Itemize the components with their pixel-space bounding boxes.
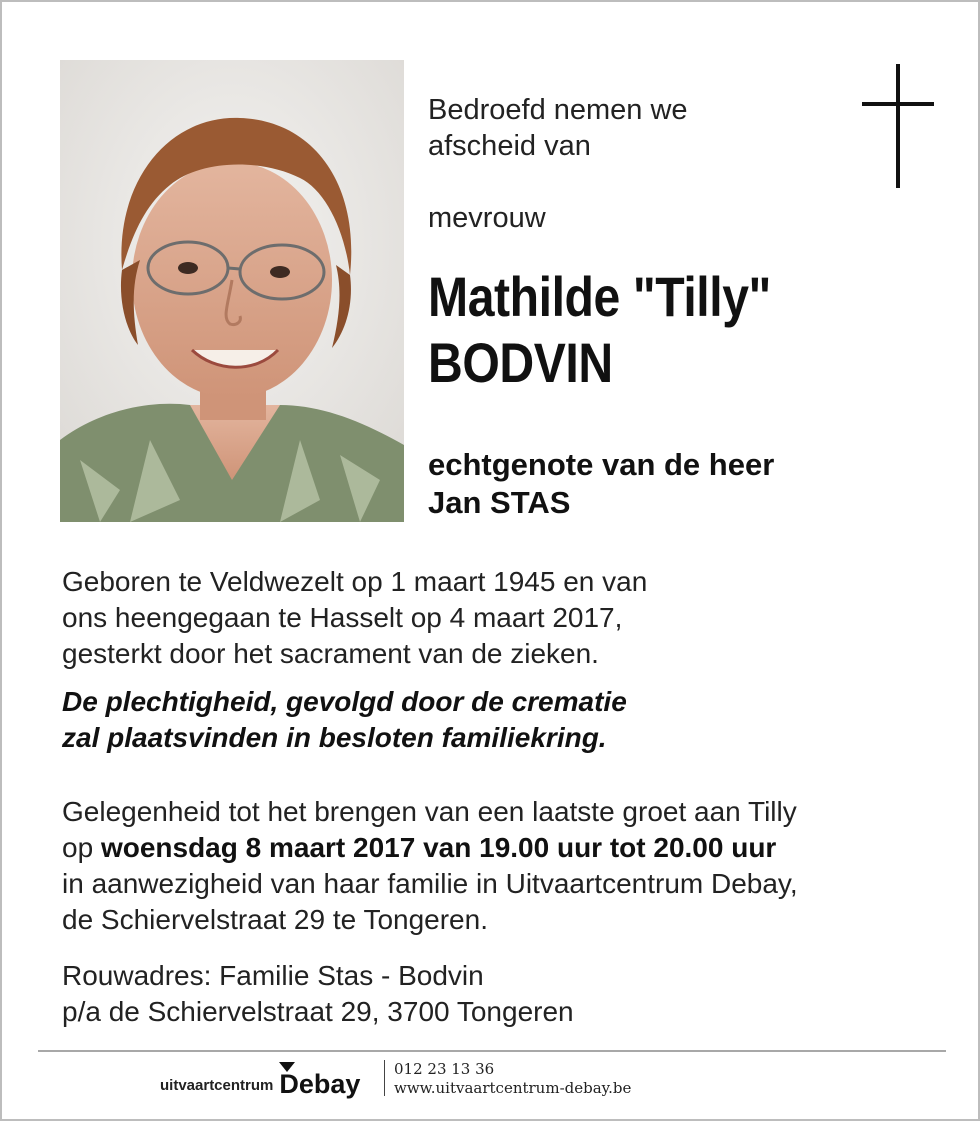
footer-vertical-divider — [384, 1060, 385, 1096]
paragraph-line: Gelegenheid tot het brengen van een laatste groet aan Tilly — [62, 796, 797, 827]
spouse-name: Jan STAS — [428, 485, 571, 520]
paragraph-line: in aanwezigheid van haar familie in Uitvaartcentrum Debay, — [62, 868, 798, 899]
intro-text — [428, 92, 688, 164]
spouse-info — [428, 446, 774, 522]
brand-name: Debay — [279, 1069, 361, 1099]
intro-line: afscheid van — [428, 130, 591, 162]
deceased-first-name: Mathilde "Tilly" — [428, 265, 771, 328]
spouse-line: echtgenote van de heer — [428, 447, 775, 482]
paragraph-line: ons heengegaan te Hasselt op 4 maart 2017, — [62, 602, 623, 633]
phone-number: 012 23 13 36 — [394, 1060, 495, 1078]
portrait-illustration — [60, 60, 404, 522]
visitation-paragraph — [62, 794, 798, 938]
paragraph-line: de Schiervelstraat 29 te Tongeren. — [62, 904, 488, 935]
paragraph-line: Geboren te Veldwezelt op 1 maart 1945 en van — [62, 566, 648, 597]
visitation-prefix: op — [62, 832, 101, 863]
footer-contact — [394, 1060, 631, 1098]
paragraph-line: zal plaatsvinden in besloten familiekring. — [62, 722, 607, 753]
triangle-icon — [279, 1062, 295, 1072]
paragraph-line: gesterkt door het sacrament van de zieken. — [62, 638, 599, 669]
funeral-home-logo — [160, 1060, 360, 1100]
portrait-photo — [60, 60, 404, 522]
title-prefix: mevrouw — [428, 202, 546, 234]
visitation-datetime: woensdag 8 maart 2017 van 19.00 uur tot 20.00 uur — [100, 832, 777, 863]
paragraph-line: De plechtigheid, gevolgd door de crematie — [62, 686, 627, 717]
cross-icon — [862, 64, 934, 188]
deceased-surname: BODVIN — [428, 331, 613, 394]
deceased-name — [428, 264, 771, 396]
website-link[interactable]: www.uitvaartcentrum-debay.be — [394, 1079, 632, 1097]
mourning-address — [62, 958, 574, 1030]
footer-divider-rule — [38, 1050, 946, 1052]
address-line: Rouwadres: Familie Stas - Bodvin — [62, 960, 484, 991]
visitation-datetime-line — [62, 830, 798, 866]
ceremony-paragraph — [62, 684, 627, 756]
birth-death-paragraph — [62, 564, 647, 672]
intro-line: Bedroefd nemen we — [428, 94, 688, 126]
address-line: p/a de Schiervelstraat 29, 3700 Tongeren — [62, 996, 574, 1027]
brand-small-text: uitvaartcentrum — [160, 1077, 274, 1094]
